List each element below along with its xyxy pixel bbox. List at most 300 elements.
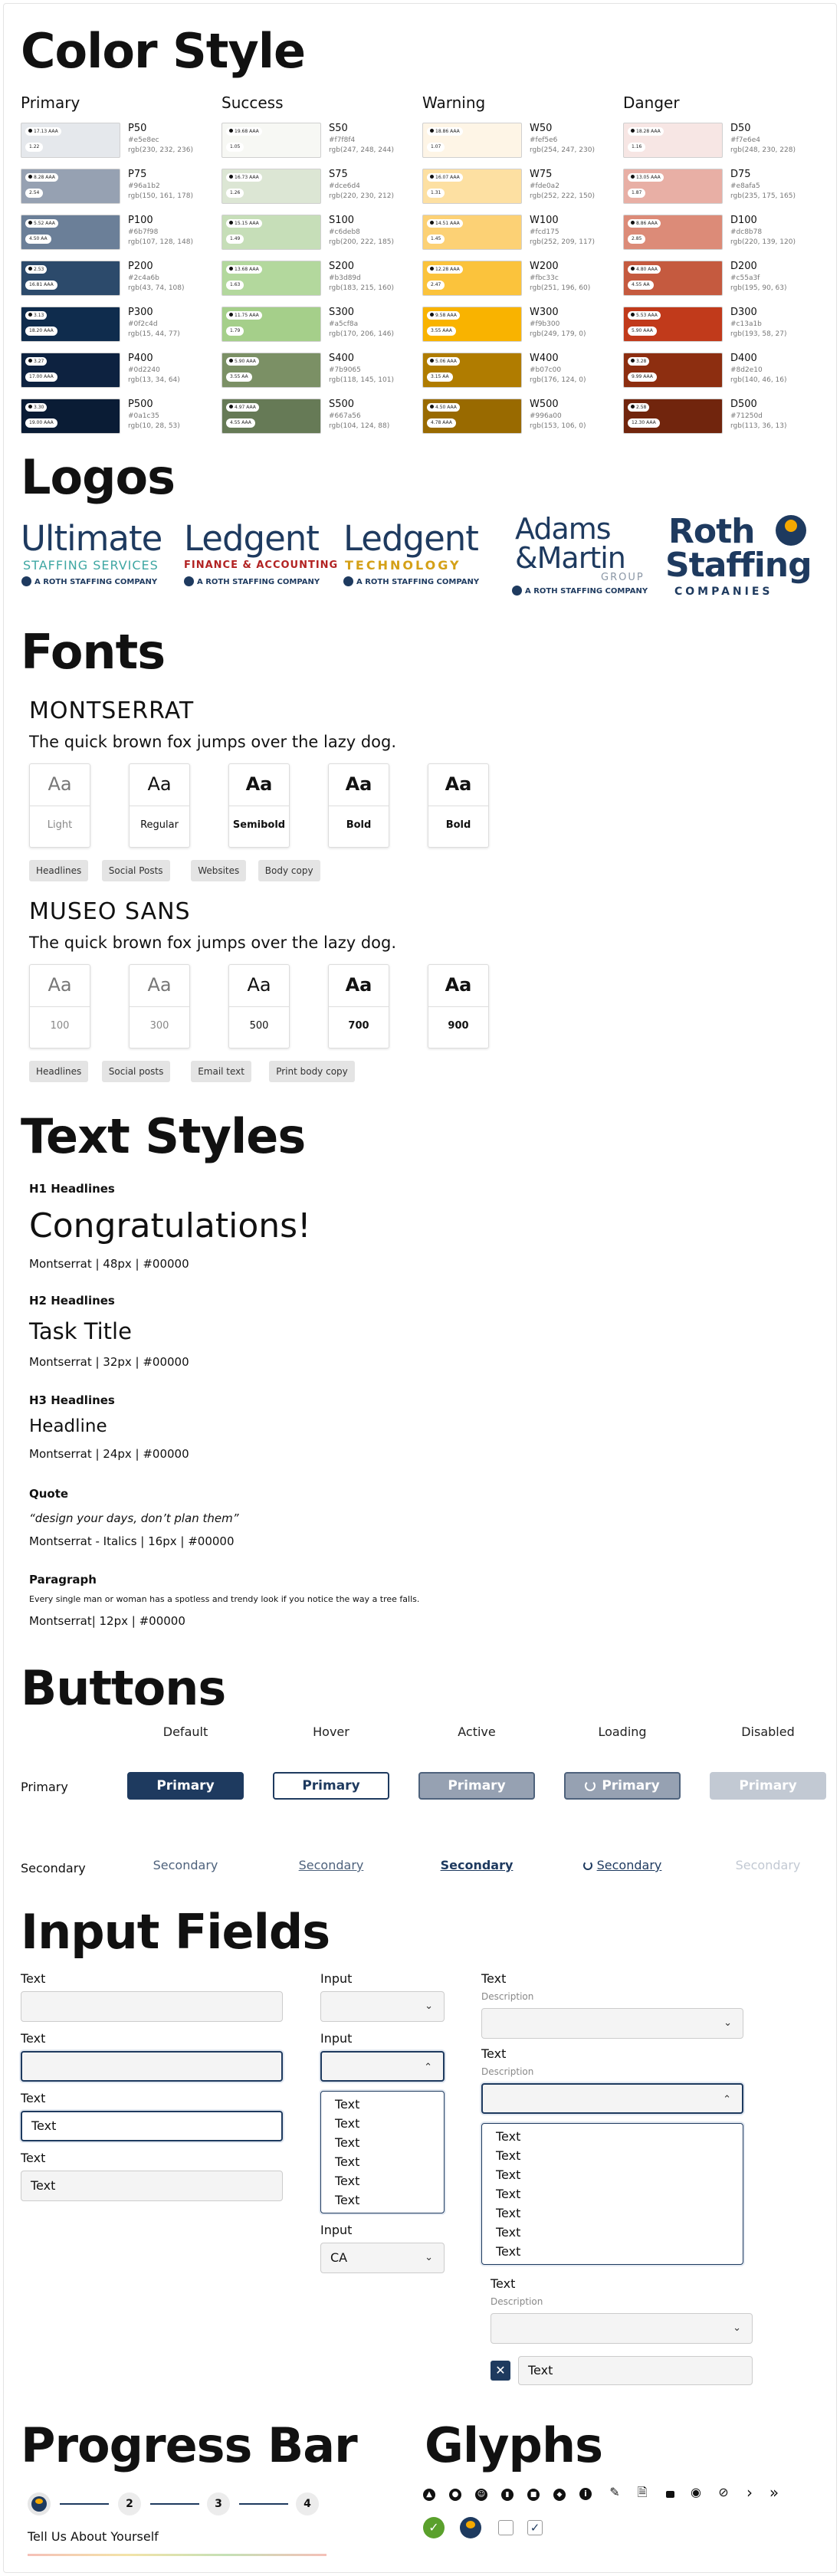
swatch-name: W500	[530, 399, 559, 410]
roth-emblem-icon	[776, 515, 806, 546]
font-use-chip: Social posts	[102, 1061, 171, 1082]
text-field-label: Text	[21, 1971, 46, 1986]
swatch-hex: #e5e8ec	[128, 136, 159, 144]
small-contrast-pill: 4.50 AA	[25, 235, 51, 244]
checkbox-unchecked[interactable]	[498, 2520, 514, 2535]
swatch-s100	[221, 215, 321, 250]
swatch-rgb: rgb(113, 36, 13)	[730, 422, 787, 430]
swatch-s200	[221, 261, 321, 296]
close-icon[interactable]: ✕	[491, 2361, 510, 2381]
font-use-chip: Email text	[191, 1061, 251, 1082]
swatch-d50	[623, 123, 723, 158]
described-select-description: Description	[481, 1991, 534, 2002]
swatch-hex: #2c4a6b	[128, 274, 159, 282]
small-contrast-pill: 2.47	[427, 281, 445, 290]
described-select-options-list[interactable]	[481, 2123, 743, 2265]
swatch-name: S50	[329, 123, 348, 134]
swatch-rgb: rgb(176, 124, 0)	[530, 376, 586, 384]
eye-off-icon: ⊘	[718, 2485, 729, 2499]
state-loading-label: Loading	[598, 1724, 647, 1739]
swatch-s400	[221, 353, 321, 388]
swatch-name: S500	[329, 399, 355, 410]
secondary-button-loading[interactable]: Secondary	[564, 1858, 681, 1872]
small-contrast-pill: 1.16	[628, 143, 645, 152]
small-contrast-pill: 1.07	[427, 143, 445, 152]
swatch-name: S75	[329, 169, 348, 180]
swatch-rgb: rgb(193, 58, 27)	[730, 330, 787, 338]
h2-label: H2 Headlines	[29, 1294, 115, 1308]
described-select-open[interactable]	[481, 2083, 743, 2114]
swatch-d300	[623, 307, 723, 342]
small-contrast-pill: 12.30 AAA	[628, 418, 660, 428]
font-use-chip: Print body copy	[269, 1061, 355, 1082]
h2-spec: Montserrat | 32px | #00000	[29, 1355, 189, 1369]
logos-title: Logos	[21, 449, 175, 505]
select-option[interactable]: Text	[335, 2135, 360, 2150]
paragraph-spec: Montserrat| 12px | #00000	[29, 1614, 185, 1628]
wallet-icon: ■	[526, 2485, 541, 2500]
swatch-rgb: rgb(247, 248, 244)	[329, 146, 394, 154]
described-select-label: Text	[481, 1971, 507, 1986]
swatch-p300	[21, 307, 120, 342]
success-check-icon: ✓	[423, 2517, 445, 2538]
text-field-label: Text	[21, 2031, 46, 2046]
contrast-pill: 15.15 AAA	[226, 219, 262, 228]
small-contrast-pill: 1.45	[427, 235, 445, 244]
swatch-rgb: rgb(118, 145, 101)	[329, 376, 394, 384]
h2-sample: Task Title	[29, 1318, 132, 1344]
contrast-pill: 4.97 AAA	[226, 403, 259, 412]
swatch-name: P200	[128, 261, 153, 272]
font-sample-text: The quick brown fox jumps over the lazy dog.	[29, 733, 397, 751]
swatch-hex: #8d2e10	[730, 366, 763, 374]
primary-button-hover[interactable]: Primary	[273, 1772, 389, 1800]
fonts-title: Fonts	[21, 624, 166, 680]
text-field-filled[interactable]: Text	[21, 2171, 283, 2201]
select-label: Input	[320, 1971, 353, 1986]
spinner-icon	[583, 1861, 592, 1870]
current-step-icon	[28, 2492, 51, 2515]
described-select-description: Description	[481, 2066, 534, 2077]
swatch-hex: #996a00	[530, 412, 562, 420]
select-option[interactable]: Text	[335, 2193, 360, 2207]
quote-label: Quote	[29, 1487, 69, 1501]
select-open[interactable]	[320, 2051, 445, 2082]
small-contrast-pill: 3.15 AA	[427, 372, 453, 382]
secondary-button-active[interactable]: Secondary	[440, 1858, 514, 1872]
spinner-icon	[585, 1780, 596, 1791]
checkbox-text-field[interactable]: Text	[518, 2356, 753, 2385]
swatch-hex: #b07c00	[530, 366, 562, 374]
select-label: Input	[320, 2031, 353, 2046]
swatch-w400	[422, 353, 522, 388]
swatch-hex: #0f2c4d	[128, 320, 158, 328]
contrast-pill: 5.53 AAA	[628, 311, 661, 320]
swatch-hex: #dce6d4	[329, 182, 360, 190]
select-option[interactable]: Text	[496, 2225, 521, 2240]
state-disabled-label: Disabled	[741, 1724, 795, 1739]
primary-button-default[interactable]: Primary	[127, 1772, 244, 1800]
h3-sample: Headline	[29, 1416, 107, 1436]
font-weight-card: Aa Light	[29, 763, 90, 848]
h1-label: H1 Headlines	[29, 1182, 115, 1196]
secondary-button-default[interactable]: Secondary	[153, 1858, 218, 1872]
small-contrast-pill: 3.55 AAA	[427, 327, 456, 336]
swatch-hex: #fde0a2	[530, 182, 559, 190]
secondary-button-disabled: Secondary	[735, 1858, 801, 1872]
swatch-d400	[623, 353, 723, 388]
font-weight-card: Aa Semibold	[228, 763, 290, 848]
swatch-hex: #7b9065	[329, 366, 361, 374]
state-hover-label: Hover	[313, 1724, 349, 1739]
state-active-label: Active	[458, 1724, 496, 1739]
swatch-d200	[623, 261, 723, 296]
swatch-hex: #96a1b2	[128, 182, 160, 190]
swatch-rgb: rgb(252, 222, 150)	[530, 192, 595, 200]
text-field-label: Text	[21, 2091, 46, 2105]
swatch-rgb: rgb(235, 175, 165)	[730, 192, 796, 200]
small-contrast-pill: 2.85	[628, 235, 645, 244]
chevron-down-icon: ⌄	[724, 2017, 732, 2029]
swatch-hex: #a5cf8a	[329, 320, 359, 328]
swatch-hex: #0d2240	[128, 366, 160, 374]
swatch-p500	[21, 399, 120, 434]
small-contrast-pill: 5.90 AAA	[628, 327, 657, 336]
select-option[interactable]: Text	[335, 2097, 360, 2112]
swatch-hex: #fef5e6	[530, 136, 558, 144]
state-default-label: Default	[162, 1724, 208, 1739]
swatch-hex: #667a56	[329, 412, 361, 420]
small-contrast-pill: 1.79	[226, 327, 244, 336]
swatch-rgb: rgb(195, 90, 63)	[730, 284, 787, 292]
info-icon: i	[578, 2485, 593, 2500]
select-option[interactable]: Text	[496, 2206, 521, 2220]
swatch-rgb: rgb(251, 196, 60)	[530, 284, 591, 292]
contrast-pill: 5.52 AAA	[25, 219, 58, 228]
chevron-right-icon: ›	[746, 2483, 753, 2502]
contrast-pill: 13.05 AAA	[628, 173, 664, 182]
contrast-pill: 2.58	[628, 403, 649, 412]
phone-icon: ▮	[500, 2485, 515, 2500]
text-field-label: Text	[21, 2151, 46, 2165]
swatch-rgb: rgb(107, 128, 148)	[128, 238, 193, 246]
swatch-rgb: rgb(252, 209, 117)	[530, 238, 595, 246]
secondary-button-hover[interactable]: Secondary	[298, 1858, 364, 1872]
font-use-chip: Headlines	[29, 860, 88, 881]
swatch-rgb: rgb(140, 46, 16)	[730, 376, 787, 384]
select-empty[interactable]	[320, 1991, 445, 2022]
swatch-hex: #71250d	[730, 412, 763, 420]
swatch-hex: #c6deb8	[329, 228, 360, 236]
text-field-empty[interactable]	[21, 1991, 283, 2022]
contrast-pill: 2.53	[25, 265, 47, 274]
swatch-name: S200	[329, 261, 355, 272]
small-contrast-pill: 1.31	[427, 189, 445, 198]
lock-icon	[662, 2485, 678, 2500]
swatch-name: D400	[730, 353, 757, 364]
buttons-title: Buttons	[21, 1660, 226, 1716]
swatch-rgb: rgb(104, 124, 88)	[329, 422, 390, 430]
h3-label: H3 Headlines	[29, 1393, 115, 1407]
font-weight-card: Aa Bold	[328, 763, 389, 848]
swatch-name: D500	[730, 399, 757, 410]
swatch-p50	[21, 123, 120, 158]
swatch-p100	[21, 215, 120, 250]
small-contrast-pill: 4.78 AAA	[427, 418, 456, 428]
font-weight-card: Aa 500	[228, 964, 290, 1048]
glyphs-title: Glyphs	[425, 2417, 602, 2473]
font-weight-card: Aa 900	[428, 964, 489, 1048]
swatch-rgb: rgb(200, 222, 185)	[329, 238, 394, 246]
font-family-name: MUSEO SANS	[29, 898, 191, 925]
swatch-rgb: rgb(230, 232, 236)	[128, 146, 193, 154]
swatch-hex: #fcd175	[530, 228, 559, 236]
described-select-filled[interactable]	[491, 2313, 753, 2344]
paragraph-sample: Every single man or woman has a spotless and trendy look if you notice the way a tree falls.	[29, 1594, 420, 1604]
contrast-pill: 16.73 AAA	[226, 173, 262, 182]
primary-button-loading[interactable]: Primary	[564, 1772, 681, 1800]
small-contrast-pill: 1.26	[226, 189, 244, 198]
select-option[interactable]: Text	[335, 2174, 360, 2188]
account-icon: ☺	[474, 2485, 489, 2500]
swatch-name: P75	[128, 169, 147, 180]
contrast-pill: 12.28 AAA	[427, 265, 463, 274]
swatch-rgb: rgb(15, 44, 77)	[128, 330, 180, 338]
swatch-hex: #b3d89d	[329, 274, 361, 282]
swatch-rgb: rgb(220, 139, 120)	[730, 238, 796, 246]
select-option[interactable]: Text	[335, 2116, 360, 2131]
swatch-p75	[21, 169, 120, 204]
small-contrast-pill: 1.22	[25, 143, 43, 152]
chevron-down-icon: ⌄	[425, 2252, 433, 2263]
select-options-list[interactable]	[320, 2091, 445, 2213]
swatch-name: W200	[530, 261, 559, 272]
h1-sample: Congratulations!	[29, 1206, 311, 1245]
secondary-row-label: Secondary	[21, 1861, 86, 1875]
swatch-hex: #c55a3f	[730, 274, 760, 282]
swatch-name: W300	[530, 307, 559, 318]
swatch-w500	[422, 399, 522, 434]
progress-track	[28, 2554, 326, 2556]
contrast-pill: 18.86 AAA	[427, 127, 463, 136]
select-filled[interactable]: CA ⌄	[320, 2243, 445, 2273]
eye-icon: ◉	[691, 2485, 701, 2499]
roth-emblem-icon	[460, 2517, 481, 2538]
font-use-chip: Social Posts	[102, 860, 170, 881]
swatch-d100	[623, 215, 723, 250]
contrast-pill: 16.07 AAA	[427, 173, 463, 182]
contrast-pill: 17.13 AAA	[25, 127, 61, 136]
small-contrast-pill: 1.63	[226, 281, 244, 290]
document-icon: 🗎	[637, 2485, 648, 2499]
swatch-rgb: rgb(248, 230, 228)	[730, 146, 796, 154]
swatch-name: P400	[128, 353, 153, 364]
contrast-pill: 3.30	[25, 403, 47, 412]
small-contrast-pill: 1.49	[226, 235, 244, 244]
contrast-pill: 5.90 AAA	[226, 357, 259, 366]
swatch-name: P100	[128, 215, 153, 226]
color-group-danger: Danger	[623, 94, 680, 112]
select-option[interactable]: Text	[496, 2187, 521, 2201]
described-select-empty[interactable]	[481, 2008, 743, 2039]
contrast-pill: 3.28	[628, 357, 649, 366]
described-select-description: Description	[491, 2296, 543, 2307]
small-contrast-pill: 9.99 AAA	[628, 372, 657, 382]
pencil-icon: ✎	[609, 2485, 620, 2499]
swatch-s75	[221, 169, 321, 204]
h3-spec: Montserrat | 24px | #00000	[29, 1447, 189, 1461]
chevron-down-icon: ⌄	[425, 2000, 433, 2012]
swatch-w300	[422, 307, 522, 342]
swatch-rgb: rgb(10, 28, 53)	[128, 422, 180, 430]
swatch-hex: #0a1c35	[128, 412, 159, 420]
swatch-hex: #e8afa5	[730, 182, 760, 190]
swatch-name: D50	[730, 123, 751, 134]
h1-spec: Montserrat | 48px | #00000	[29, 1257, 189, 1271]
small-contrast-pill: 1.05	[226, 143, 244, 152]
swatch-d500	[623, 399, 723, 434]
navigation-icon: ▲	[422, 2485, 437, 2500]
text-field-focused[interactable]	[21, 2051, 283, 2082]
swatch-name: S400	[329, 353, 355, 364]
contrast-pill: 9.58 AAA	[427, 311, 460, 320]
swatch-rgb: rgb(43, 74, 108)	[128, 284, 185, 292]
swatch-w200	[422, 261, 522, 296]
swatch-w100	[422, 215, 522, 250]
small-contrast-pill: 3.55 AA	[226, 372, 252, 382]
small-contrast-pill: 19.00 AAA	[25, 418, 57, 428]
small-contrast-pill: 1.87	[628, 189, 645, 198]
swatch-name: W50	[530, 123, 553, 134]
font-use-chip: Headlines	[29, 1061, 88, 1082]
primary-button-disabled: Primary	[710, 1772, 826, 1800]
contrast-pill: 14.51 AAA	[427, 219, 463, 228]
chevron-up-icon: ⌃	[723, 2094, 731, 2105]
swatch-s500	[221, 399, 321, 434]
font-weight-card: Aa Bold	[428, 763, 489, 848]
contrast-pill: 13.68 AAA	[226, 265, 262, 274]
select-option[interactable]: Text	[496, 2244, 521, 2259]
small-contrast-pill: 16.81 AAA	[25, 281, 57, 290]
progress-caption: Tell Us About Yourself	[28, 2529, 159, 2544]
contrast-pill: 4.80 AAA	[628, 265, 661, 274]
color-group-success: Success	[221, 94, 284, 112]
swatch-hex: #f7e6e4	[730, 136, 760, 144]
swatch-hex: #f9b300	[530, 320, 560, 328]
chevron-down-icon: ⌄	[733, 2322, 741, 2334]
contrast-pill: 8.86 AAA	[628, 219, 661, 228]
swatch-rgb: rgb(183, 215, 160)	[329, 284, 394, 292]
swatch-hex: #c13a1b	[730, 320, 762, 328]
progress-bar-title: Progress Bar	[21, 2417, 357, 2473]
text-field-filled-focused[interactable]: Text	[21, 2111, 283, 2141]
swatch-name: P300	[128, 307, 153, 318]
swatch-name: D200	[730, 261, 757, 272]
select-label: Input	[320, 2223, 353, 2237]
swatch-name: P50	[128, 123, 147, 134]
font-weight-card: Aa 700	[328, 964, 389, 1048]
small-contrast-pill: 18.20 AAA	[25, 327, 57, 336]
paragraph-label: Paragraph	[29, 1573, 97, 1587]
swatch-hex: #f7f8f4	[329, 136, 356, 144]
small-contrast-pill: 2.54	[25, 189, 43, 198]
swatch-rgb: rgb(13, 34, 64)	[128, 376, 180, 384]
contrast-pill: 18.28 AAA	[628, 127, 664, 136]
swatch-s50	[221, 123, 321, 158]
input-fields-title: Input Fields	[21, 1904, 330, 1960]
swatch-rgb: rgb(249, 179, 0)	[530, 330, 586, 338]
swatch-name: S100	[329, 215, 355, 226]
small-contrast-pill: 4.55 AAA	[226, 418, 255, 428]
swatch-name: W400	[530, 353, 559, 364]
swatch-rgb: rgb(153, 106, 0)	[530, 422, 586, 430]
shield-icon: ◆	[552, 2485, 567, 2500]
contrast-pill: 4.50 AAA	[427, 403, 460, 412]
contrast-pill: 5.06 AAA	[427, 357, 460, 366]
select-option[interactable]: Text	[496, 2129, 521, 2144]
swatch-s300	[221, 307, 321, 342]
swatch-hex: #dc8b78	[730, 228, 763, 236]
color-group-warning: Warning	[422, 94, 486, 112]
contrast-pill: 19.68 AAA	[226, 127, 262, 136]
swatch-p200	[21, 261, 120, 296]
swatch-rgb: rgb(254, 247, 230)	[530, 146, 595, 154]
swatch-w50	[422, 123, 522, 158]
font-weight-card: Aa Regular	[129, 763, 190, 848]
step-3[interactable]: 3	[207, 2492, 230, 2515]
swatch-hex: #fbc33c	[530, 274, 559, 282]
font-use-chip: Body copy	[258, 860, 320, 881]
select-option[interactable]: Text	[335, 2154, 360, 2169]
checkbox-checked[interactable]: ✓	[527, 2520, 543, 2535]
double-chevron-icon: »	[769, 2483, 779, 2502]
font-family-name: MONTSERRAT	[29, 697, 195, 724]
step-2[interactable]: 2	[118, 2492, 141, 2515]
font-use-chip: Websites	[191, 860, 246, 881]
primary-row-label: Primary	[21, 1780, 68, 1794]
small-contrast-pill: 17.00 AAA	[25, 372, 57, 382]
swatch-name: D300	[730, 307, 757, 318]
color-group-primary: Primary	[21, 94, 80, 112]
swatch-rgb: rgb(170, 206, 146)	[329, 330, 394, 338]
contrast-pill: 8.28 AAA	[25, 173, 58, 182]
quote-sample: “design your days, don’t plan them”	[29, 1511, 239, 1525]
font-weight-card: Aa 300	[129, 964, 190, 1048]
small-contrast-pill: 4.55 AA	[628, 281, 654, 290]
swatch-name: P500	[128, 399, 153, 410]
described-select-label: Text	[491, 2276, 516, 2291]
font-weight-card: Aa 100	[29, 964, 90, 1048]
color-style-title: Color Style	[21, 23, 306, 79]
quote-spec: Montserrat - Italics | 16px | #00000	[29, 1534, 235, 1548]
person-icon: ●	[448, 2485, 463, 2500]
contrast-pill: 3.27	[25, 357, 47, 366]
font-sample-text: The quick brown fox jumps over the lazy dog.	[29, 934, 397, 952]
select-option[interactable]: Text	[496, 2148, 521, 2163]
select-option[interactable]: Text	[496, 2167, 521, 2182]
swatch-p400	[21, 353, 120, 388]
step-4[interactable]: 4	[296, 2492, 319, 2515]
swatch-name: W75	[530, 169, 553, 180]
swatch-name: D75	[730, 169, 751, 180]
chevron-up-icon: ⌃	[424, 2062, 432, 2073]
primary-button-active[interactable]: Primary	[418, 1772, 535, 1800]
swatch-rgb: rgb(150, 161, 178)	[128, 192, 193, 200]
text-styles-title: Text Styles	[21, 1108, 306, 1164]
contrast-pill: 11.75 AAA	[226, 311, 262, 320]
swatch-w75	[422, 169, 522, 204]
described-select-label: Text	[481, 2046, 507, 2061]
